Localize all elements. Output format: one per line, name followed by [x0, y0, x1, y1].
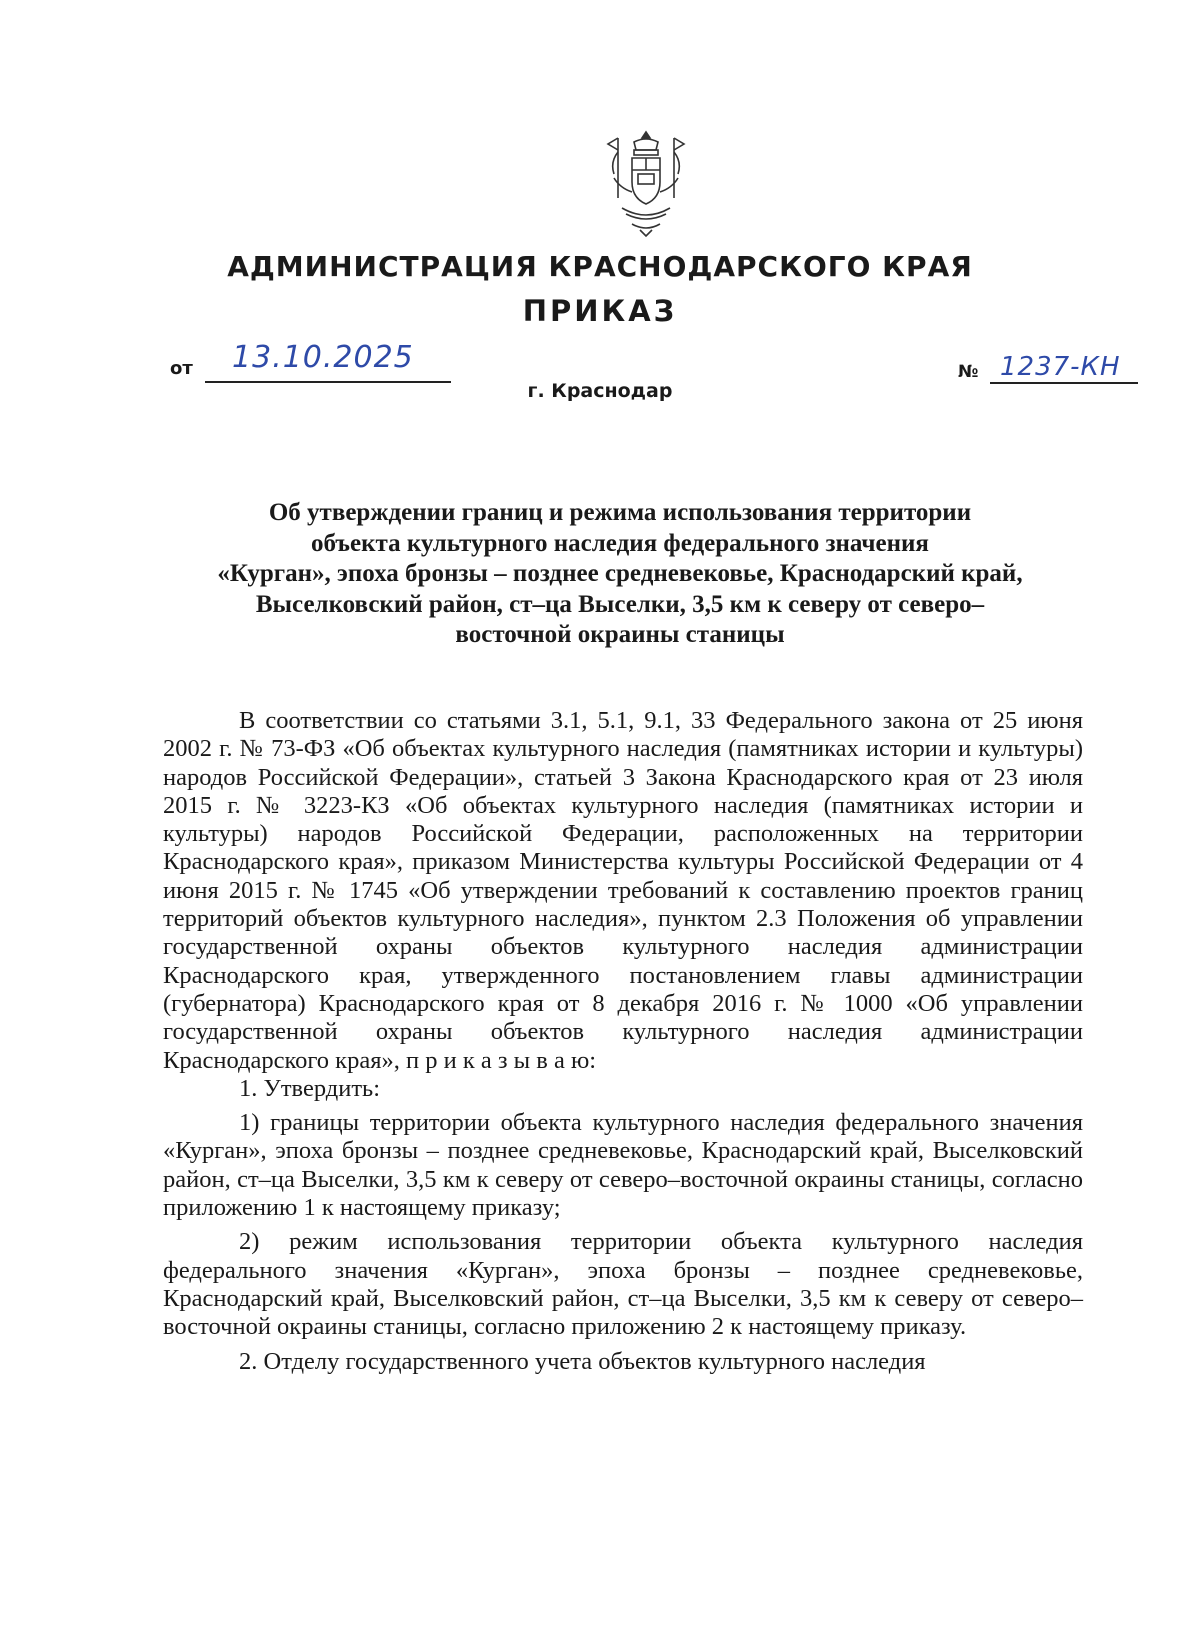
city: г. Краснодар — [527, 380, 673, 402]
item-1-2: 2) режим использования территории объекта культурного наследия федерального значения «Курган», эпоха бронзы – позднее средневековье, Краснодарский край, Выселковский район, ст–ца Выселки, 3,5 км к северу от северо–восточной окраины станицы, согласно приложению 2 к настоящему приказу. — [163, 1228, 1083, 1341]
title-line: объекта культурного наследия федерального значения — [311, 529, 929, 557]
preamble-paragraph — [163, 707, 1083, 1075]
date-label: от — [170, 358, 193, 379]
item-2: 2. Отделу государственного учета объектов культурного наследия — [239, 1347, 926, 1375]
organization-name: АДМИНИСТРАЦИЯ КРАСНОДАРСКОГО КРАЯ — [227, 250, 973, 283]
title-line: Об утверждении границ и режима использования территории — [268, 499, 972, 526]
title-line: восточной окраины станицы — [455, 621, 785, 648]
coat-of-arms-icon — [604, 128, 688, 238]
document-type: ПРИКАЗ — [522, 294, 678, 328]
preamble-text: В соответствии со статьями 3.1, 5.1, 9.1, 33 Федерального закона от 25 июня 2002 г. № 73-ФЗ «Об объектах культурного наследия (памятниках истории и культуры) народов Российской Федерации», статьей 3 Закона Краснодарского края от 23 июля 2015 г. № 3223-КЗ «Об объектах культурного наследия (памятниках истории и культуры) народов Российской Федерации, расположенных на территории Краснодарского края», приказом Министерства культуры Российской Федерации от 4 июня 2015 г. № 1745 «Об утверждении требований к составлению проектов границ территорий объектов культурного наследия», пунктом 2.3 Положения об управлении государственной охраны объектов культурного наследия администрации Краснодарского края, утвержденного постановлением главы администрации (губернатора) Краснодарского края от 8 декабря 2016 г. № 1000 «Об управлении государственной охраны объектов культурного наследия администрации Краснодарского края», — [163, 707, 1083, 1074]
document-title — [160, 498, 1080, 651]
number-underline — [990, 382, 1138, 384]
item-1: 1. Утвердить: — [239, 1074, 381, 1102]
item-1-1: 1) границы территории объекта культурного наследия федерального значения «Курган», эпоха бронзы – позднее средневековье, Краснодарский край, Выселковский район, ст–ца Выселки, 3,5 км к северу от северо–восточной окраины станицы, согласно приложению 1 к настоящему приказу; — [163, 1109, 1083, 1222]
number-handwritten: 1237-КН — [1000, 352, 1121, 382]
order-word: п р и к а з ы в а ю: — [405, 1046, 597, 1074]
title-line: Выселковский район, ст–ца Выселки, 3,5 км к северу от северо– — [255, 590, 985, 618]
number-label: № — [958, 362, 979, 382]
document-body — [163, 707, 1083, 1376]
title-line: «Курган», эпоха бронзы – позднее средневековье, Краснодарский край, — [217, 560, 1023, 587]
date-handwritten: 13.10.2025 — [232, 340, 414, 375]
